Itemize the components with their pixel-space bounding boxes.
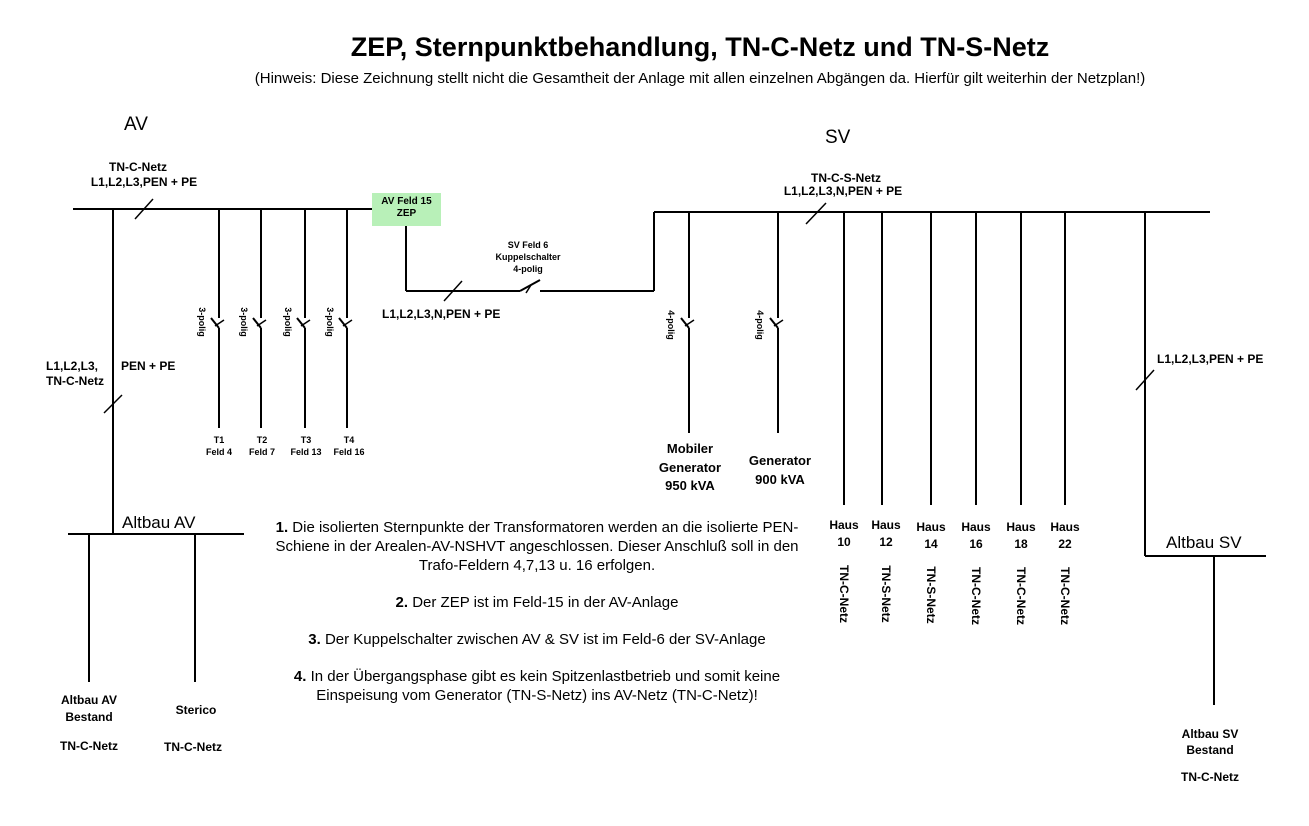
av-feeder-label-1: L1,L2,L3, — [46, 359, 99, 373]
house-18-label: Haus — [1006, 520, 1036, 534]
av-feeder-label-pen: PEN + PE — [121, 359, 176, 373]
generator-1-line-2: Generator — [658, 460, 722, 475]
altbau-sv-net: TN-C-Netz — [1181, 770, 1239, 784]
transformer-4-field: Feld 16 — [333, 447, 365, 457]
transformer-2-field: Feld 7 — [248, 447, 275, 457]
transformer-1-name: T1 — [213, 435, 225, 445]
house-14-label: Haus — [916, 520, 946, 534]
transformer-3-field: Feld 13 — [290, 447, 322, 457]
generator-1-line-3: 950 kVA — [665, 478, 715, 493]
note-1: 1. Die isolierten Sternpunkte der Transformatoren werden an die isolierte PEN-Schiene in der Arealen-AV-NSHVT angeschlossen. Dieser Anschluß soll in den Trafo-Feldern 4,7,13 u. 16 erfolgen. — [275, 519, 799, 574]
transformer-4-name: T4 — [343, 435, 355, 445]
house-22-number: 22 — [1058, 537, 1072, 551]
generator-2-pole: 4-polig — [755, 310, 765, 340]
house-14-number: 14 — [924, 537, 938, 551]
house-feeder-lines — [844, 212, 1065, 505]
sv-title: SV — [825, 127, 851, 148]
house-12-label: Haus — [871, 518, 901, 532]
altbau-av-branch-1-line-2: Bestand — [65, 710, 113, 724]
generator-1-pole: 4-polig — [666, 310, 676, 340]
house-16-net: TN-C-Netz — [969, 567, 983, 625]
av-title: AV — [124, 114, 148, 135]
house-12-number: 12 — [879, 535, 893, 549]
sv-right-conductors: L1,L2,L3,PEN + PE — [1157, 352, 1264, 366]
av-conductors: L1,L2,L3,PEN + PE — [90, 175, 198, 189]
house-18-number: 18 — [1014, 537, 1028, 551]
altbau-av-branch-2-net: TN-C-Netz — [164, 740, 222, 754]
altbau-sv-line-2: Bestand — [1186, 743, 1234, 757]
altbau-av-title: Altbau AV — [122, 513, 196, 532]
altbau-av-branch-2-line-1: Sterico — [175, 703, 217, 717]
page-title: ZEP, Sternpunktbehandlung, TN-C-Netz und TN-S-Netz — [350, 32, 1050, 62]
house-18-net: TN-C-Netz — [1014, 567, 1028, 625]
coupler-line-2: Kuppelschalter — [495, 252, 561, 262]
zep-box — [372, 193, 441, 226]
transformer-1-pole: 3-polig — [197, 307, 207, 337]
house-10-net: TN-C-Netz — [837, 565, 851, 623]
house-10-number: 10 — [837, 535, 851, 549]
sv-conductors: L1,L2,L3,N,PEN + PE — [783, 184, 903, 198]
transformer-1-field: Feld 4 — [205, 447, 232, 457]
altbau-av-branch-1-net: TN-C-Netz — [60, 739, 118, 753]
house-10-label: Haus — [829, 518, 859, 532]
notes-block — [262, 518, 812, 723]
note-4: 4. In der Übergangsphase gibt es kein Spitzenlastbetrieb und somit keine Einspeisung vom Generator (TN-S-Netz) ins AV-Netz (TN-C-Netz)! — [293, 668, 781, 704]
altbau-sv-line-1: Altbau SV — [1181, 727, 1239, 741]
generator-2-line-1: Generator — [748, 453, 812, 468]
link-conductors: L1,L2,L3,N,PEN + PE — [382, 307, 501, 321]
transformer-2-pole: 3-polig — [239, 307, 249, 337]
note-2: 2. Der ZEP ist im Feld-15 in der AV-Anlage — [395, 594, 679, 611]
altbau-av-branch-1-line-1: Altbau AV — [61, 693, 117, 707]
transformer-2-name: T2 — [256, 435, 268, 445]
sv-net-type: TN-C-S-Netz — [811, 171, 881, 185]
altbau-sv-title: Altbau SV — [1166, 533, 1242, 552]
house-14-net: TN-S-Netz — [924, 566, 938, 624]
house-16-number: 16 — [969, 537, 983, 551]
av-net-type: TN-C-Netz — [109, 160, 167, 174]
page-subtitle: (Hinweis: Diese Zeichnung stellt nicht die Gesamtheit der Anlage mit allen einzelnen Abgängen da. Hierfür gilt weiterhin der Netzplan!) — [254, 70, 1146, 87]
transformer-3-name: T3 — [300, 435, 312, 445]
house-22-label: Haus — [1050, 520, 1080, 534]
generator-2-line-2: 900 kVA — [755, 472, 805, 487]
transformer-4-pole: 3-polig — [325, 307, 335, 337]
coupler-line-1: SV Feld 6 — [507, 240, 549, 250]
generator-1-line-1: Mobiler — [666, 441, 714, 456]
house-16-label: Haus — [961, 520, 991, 534]
av-feeder-label-2: TN-C-Netz — [46, 374, 104, 388]
transformer-3-pole: 3-polig — [283, 307, 293, 337]
generator-feeder-lines — [681, 212, 783, 433]
coupler-line-3: 4-polig — [513, 264, 543, 274]
zep-line-1: AV Feld 15 — [381, 196, 432, 207]
house-12-net: TN-S-Netz — [879, 565, 893, 623]
sv-busbar-tick — [806, 203, 826, 224]
note-3: 3. Der Kuppelschalter zwischen AV & SV ist im Feld-6 der SV-Anlage — [308, 631, 766, 648]
house-22-net: TN-C-Netz — [1058, 567, 1072, 625]
zep-line-2: ZEP — [396, 208, 417, 219]
